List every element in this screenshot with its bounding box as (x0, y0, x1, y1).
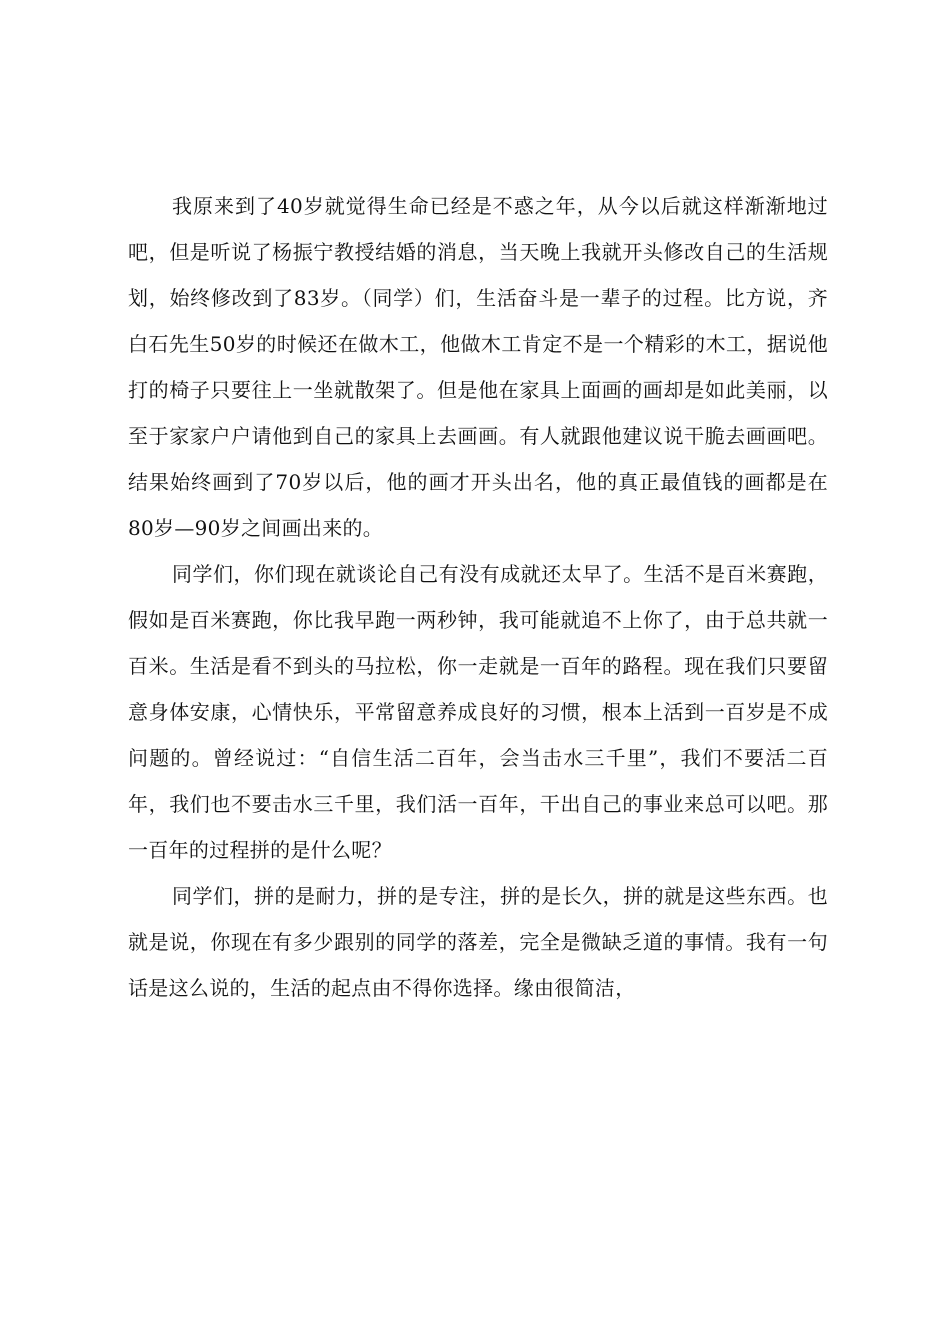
paragraph-2: 同学们，你们现在就谈论自己有没有成就还太早了。生活不是百米赛跑，假如是百米赛跑，你比我早跑一两秒钟，我可能就追不上你了，由于总共就一百米。生活是看不到头的马拉松，你一走就是一百年的路程。现在我们只要留意身体安康，心情快乐，平常留意养成良好的习惯，根本上活到一百岁是不成问题的。曾经说过：“自信生活二百年，会当击水三千里”，我们不要活二百年，我们也不要击水三千里，我们活一百年，干出自己的事业来总可以吧。那一百年的过程拼的是什么呢？ (128, 562, 828, 862)
paragraph-3: 同学们，拼的是耐力，拼的是专注，拼的是长久，拼的就是这些东西。也就是说，你现在有多少跟别的同学的落差，完全是微缺乏道的事情。我有一句话是这么说的，生活的起点由不得你选择。缘由很简洁， (128, 884, 828, 1000)
document-body (128, 183, 828, 1011)
paragraph-1: 我原来到了40岁就觉得生命已经是不惑之年，从今以后就这样渐渐地过吧，但是听说了杨振宁教授结婚的消息，当天晚上我就开头修改自己的生活规划，始终修改到了83岁。（同学）们，生活奋斗是一辈子的过程。比方说，齐白石先生50岁的时候还在做木工，他做木工肯定不是一个精彩的木工，据说他打的椅子只要往上一坐就散架了。但是他在家具上面画的画却是如此美丽，以至于家家户户请他到自己的家具上去画画。有人就跟他建议说干脆去画画吧。结果始终画到了70岁以后，他的画才开头出名，他的真正最值钱的画都是在80岁—90岁之间画出来的。 (128, 194, 828, 540)
